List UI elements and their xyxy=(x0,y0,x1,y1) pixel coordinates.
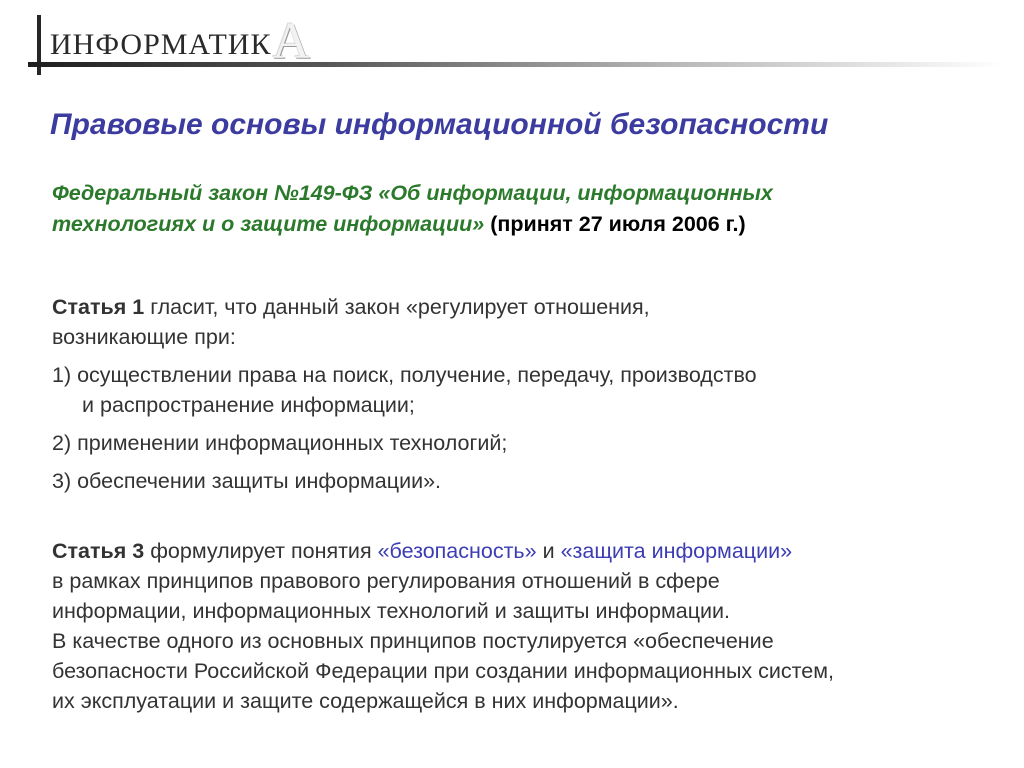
article1-intro-line2: возникающие при: xyxy=(52,325,236,349)
article3-line6: их эксплуатации и защите содержащейся в них информации». xyxy=(52,689,679,713)
list-item-line1: 3) обеспечении защиты информации». xyxy=(52,469,442,493)
article3-text-before: формулирует понятия xyxy=(144,539,378,563)
law-subtitle xyxy=(52,178,972,240)
article3-label: Статья 3 xyxy=(52,539,145,563)
logo xyxy=(50,13,312,70)
article3-paragraph xyxy=(52,536,992,716)
logo-letter: А xyxy=(272,13,312,70)
term-security: «безопасность» xyxy=(377,539,537,563)
article3-line5: безопасности Российской Федерации при создании информационных систем, xyxy=(52,659,834,683)
article3-conj: и xyxy=(536,539,561,563)
article1-intro xyxy=(52,292,992,352)
article3-line2: в рамках принципов правового регулирования отношений в сфере xyxy=(52,569,720,593)
law-adopted-date: (принят 27 июля 2006 г.) xyxy=(484,212,746,236)
list-item xyxy=(52,466,992,496)
list-item xyxy=(52,360,992,420)
article1-label: Статья 1 xyxy=(52,295,145,319)
article3-line4: В качестве одного из основных принципов постулируется «обеспечение xyxy=(52,629,774,653)
article3-line3: информации, информационных технологий и защиты информации. xyxy=(52,599,731,623)
term-information-protection: «защита информации» xyxy=(560,539,793,563)
list-item xyxy=(52,428,992,458)
law-name-line2: технологиях и о защите информации» xyxy=(52,212,485,236)
list-item-line1: 2) применении информационных технологий; xyxy=(52,431,508,455)
article1-intro-line1: гласит, что данный закон «регулирует отношения, xyxy=(144,295,650,319)
list-item-line1: 1) осуществлении права на поиск, получение, передачу, производство xyxy=(52,363,757,387)
page-title: Правовые основы информационной безопасности xyxy=(50,108,829,141)
article1-list xyxy=(52,360,992,496)
list-item-line2: и распространение информации; xyxy=(82,393,415,417)
logo-text: ИНФОРМАТИК xyxy=(50,28,272,61)
law-name-line1: Федеральный закон №149-ФЗ «Об информации, информационных xyxy=(52,181,773,205)
